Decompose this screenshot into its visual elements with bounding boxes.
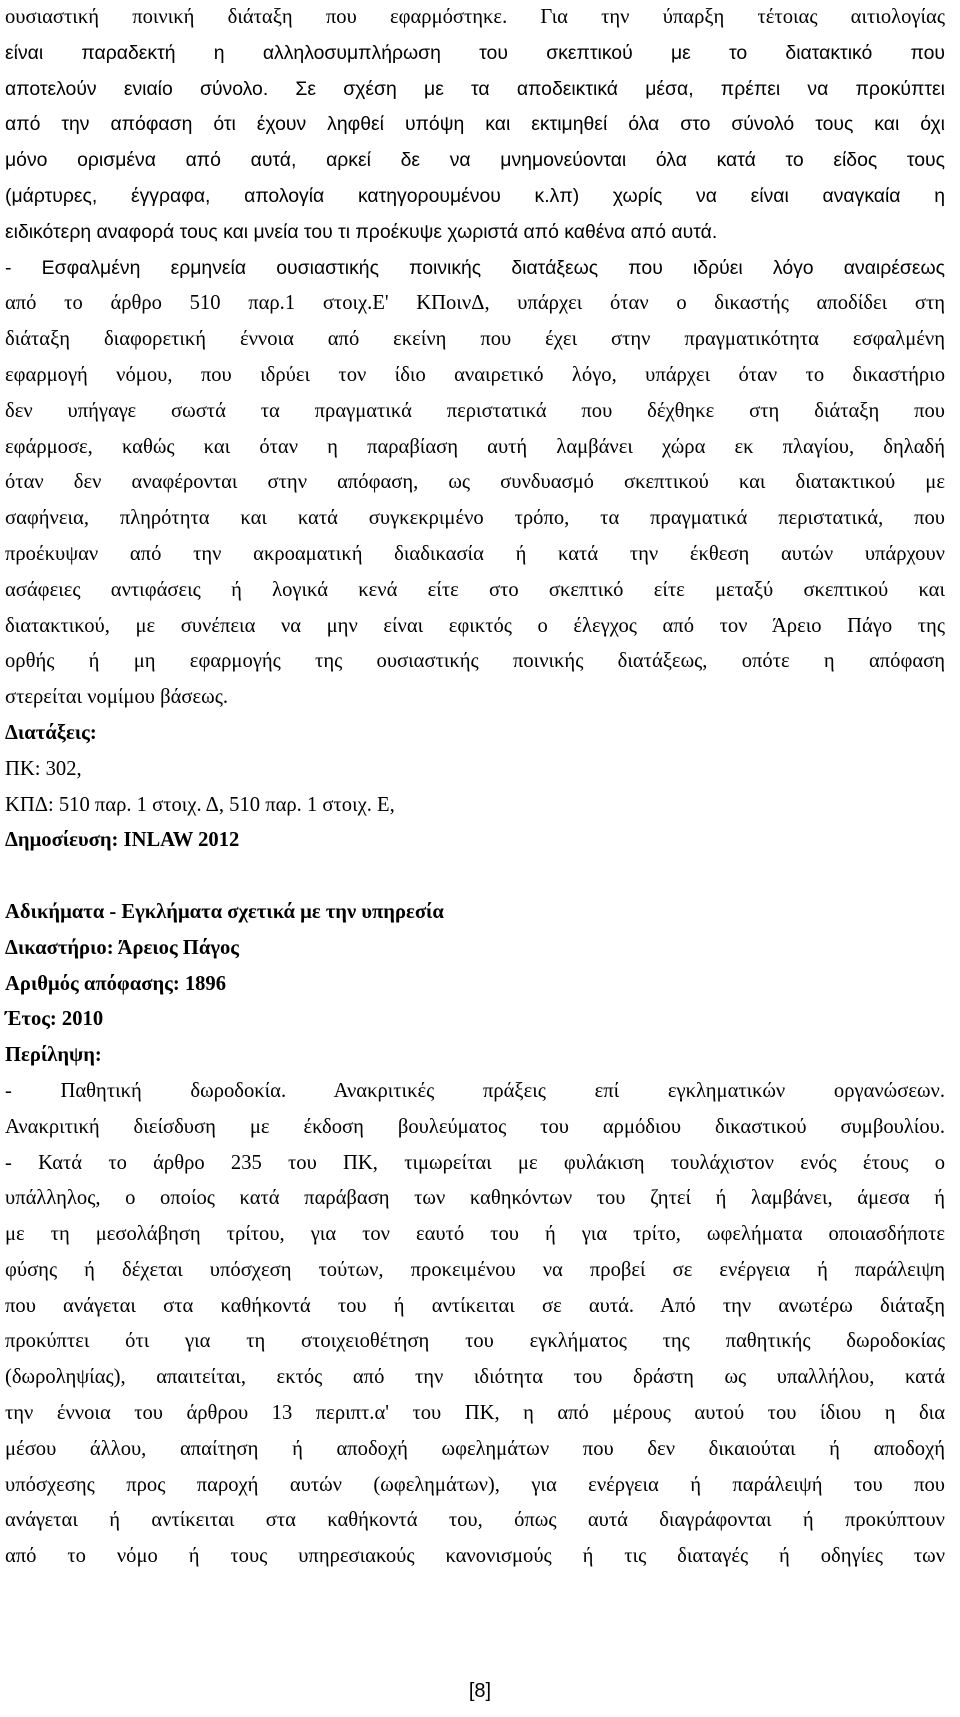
paragraph-line: από το νόμο ή τους υπηρεσιακούς κανονισμούς ή τις διαταγές ή οδηγίες των (5, 1545, 945, 1568)
paragraph-line: - Κατά το άρθρο 235 του ΠΚ, τιμωρείται με φυλάκιση τουλάχιστον ενός έτους ο (5, 1151, 945, 1174)
paragraph-line: την έννοια του άρθρου 13 περιπτ.α' του ΠΚ, η από μέρους αυτού του ίδιου η δια (5, 1402, 945, 1425)
paragraph-line: μόνο ορισμένα από αυτά, αρκεί δε να μνημονεύονται όλα κατά το είδος τους (5, 149, 945, 172)
paragraph-line: προέκυψαν από την ακροαματική διαδικασία ή κατά την έκθεση αυτών υπάρχουν (5, 542, 945, 565)
paragraph-line: Ανακριτική διείσδυση με έκδοση βουλεύματος του αρμόδιου δικαστικού συμβουλίου. (5, 1115, 945, 1138)
provisions-line: ΚΠΔ: 510 παρ. 1 στοιχ. Δ, 510 παρ. 1 στοιχ. Ε, (5, 793, 395, 816)
paragraph-line: ειδικότερη αναφορά τους και μνεία του τι προέκυψε χωριστά από καθένα από αυτά. (5, 220, 718, 243)
paragraph-line: στερείται νομίμου βάσεως. (5, 686, 228, 709)
document-page (5, 0, 945, 1575)
paragraph-line: ασάφειες αντιφάσεις ή λογικά κενά είτε στο σκεπτικό είτε μεταξύ σκεπτικού και (5, 578, 945, 601)
offenses-heading: Αδικήματα - Εγκλήματα σχετικά με την υπηρεσία (5, 900, 444, 923)
paragraph-line: μέσου άλλου, απαίτηση ή αποδοχή ωφελημάτων που δεν δικαιούται ή αποδοχή (5, 1437, 945, 1460)
paragraph-line: διάταξη διαφορετική έννοια από εκείνη που έχει στην πραγματικότητα εσφαλμένη (5, 328, 945, 351)
summary-heading: Περίληψη: (5, 1044, 102, 1067)
paragraph-line: με τη μεσολάβηση τρίτου, για τον εαυτό του ή για τρίτο, ωφελήματα οποιασδήποτε (5, 1223, 945, 1246)
paragraph-line: εφάρμοσε, καθώς και όταν η παραβίαση αυτή λαμβάνει χώρα εκ πλαγίου, δηλαδή (5, 435, 945, 458)
provisions-section (5, 716, 945, 823)
paragraph-line: φύσης ή δέχεται υπόσχεση τούτων, προκειμένου να προβεί σε ενέργεια ή παράλειψη (5, 1258, 945, 1281)
page-number: [8] (468, 1680, 492, 1702)
paragraph-line: (δωροληψίας), απαιτείται, εκτός από την ιδιότητα του δράστη ως υπαλλήλου, κατά (5, 1366, 945, 1389)
paragraph-line: υπάλληλος, ο οποίος κατά παράβαση των καθηκόντων του ζητεί ή λαμβάνει, άμεσα ή (5, 1187, 945, 1210)
paragraph-line: δεν υπήγαγε σωστά τα πραγματικά περιστατικά που δέχθηκε στη διάταξη που (5, 399, 945, 422)
provisions-heading: Διατάξεις: (5, 721, 97, 744)
year-heading: Έτος: 2010 (5, 1008, 104, 1031)
paragraph-line: (μάρτυρες, έγγραφα, απολογία κατηγορουμένου κ.λπ) χωρίς να είναι αναγκαία η (5, 184, 945, 207)
case-header (5, 895, 945, 1074)
paragraph-line: προκύπτει ότι για τη στοιχειοθέτηση του εγκλήματος της παθητικής δωροδοκίας (5, 1330, 945, 1353)
paragraph-line: όταν δεν αναφέρονται στην απόφαση, ως συνδυασμό σκεπτικού και διατακτικού με (5, 471, 945, 494)
decision-number-heading: Αριθμός απόφασης: 1896 (5, 972, 227, 995)
paragraph-line: αποτελούν ενιαίο σύνολο. Σε σχέση με τα αποδεικτικά μέσα, πρέπει να προκύπτει (5, 77, 945, 100)
paragraph-line: που ανάγεται στα καθήκοντά του ή αντίκειται σε αυτά. Από την ανωτέρω διάταξη (5, 1294, 945, 1317)
serif-paragraph (5, 286, 945, 716)
paragraph-line: σαφήνεια, πληρότητα και κατά συγκεκριμένο τρόπο, τα πραγματικά περιστατικά, που (5, 507, 945, 530)
paragraph-line: ουσιαστική ποινική διάταξη που εφαρμόστηκε. Για την ύπαρξη τέτοιας αιτιολογίας (5, 6, 945, 28)
blank-spacer (5, 859, 945, 895)
paragraph-line: εφαρμογή νόμου, που ιδρύει τον ίδιο αναιρετικό λόγο, υπάρχει όταν το δικαστήριο (5, 363, 945, 386)
paragraph-line: υπόσχεσης προς παροχή αυτών (ωφελημάτων), για ενέργεια ή παράλειψή του που (5, 1473, 945, 1496)
summary-paragraph (5, 1074, 945, 1575)
paragraph-line: ανάγεται ή αντίκειται στα καθήκοντά του, όπως αυτά διαγράφονται ή προκύπτουν (5, 1509, 945, 1532)
court-heading: Δικαστήριο: Άρειος Πάγος (5, 936, 239, 959)
paragraph-line: από την απόφαση ότι έχουν ληφθεί υπόψη και εκτιμηθεί όλα στο σύνολό τους και όχι (5, 113, 945, 136)
paragraph-line: είναι παραδεκτή η αλληλοσυμπλήρωση του σκεπτικού με το διατακτικό που (5, 41, 945, 64)
publication-heading: Δημοσίευση: INLAW 2012 (5, 829, 240, 852)
paragraph-line: ορθής ή μη εφαρμογής της ουσιαστικής ποινικής διατάξεως, οπότε η απόφαση (5, 650, 945, 673)
sans-paragraph (5, 0, 945, 286)
paragraph-line: διατακτικού, με συνέπεια να μην είναι εφικτός ο έλεγχος από τον Άρειο Πάγο της (5, 614, 945, 637)
provisions-line: ΠΚ: 302, (5, 757, 82, 780)
paragraph-line: - Παθητική δωροδοκία. Ανακριτικές πράξεις επί εγκληματικών οργανώσεων. (5, 1079, 945, 1102)
paragraph-line: - Εσφαλμένη ερμηνεία ουσιαστικής ποινικής διατάξεως που ιδρύει λόγο αναιρέσεως (5, 256, 945, 279)
paragraph-line: από το άρθρο 510 παρ.1 στοιχ.Ε' ΚΠοινΔ, υπάρχει όταν ο δικαστής αποδίδει στη (5, 292, 945, 315)
